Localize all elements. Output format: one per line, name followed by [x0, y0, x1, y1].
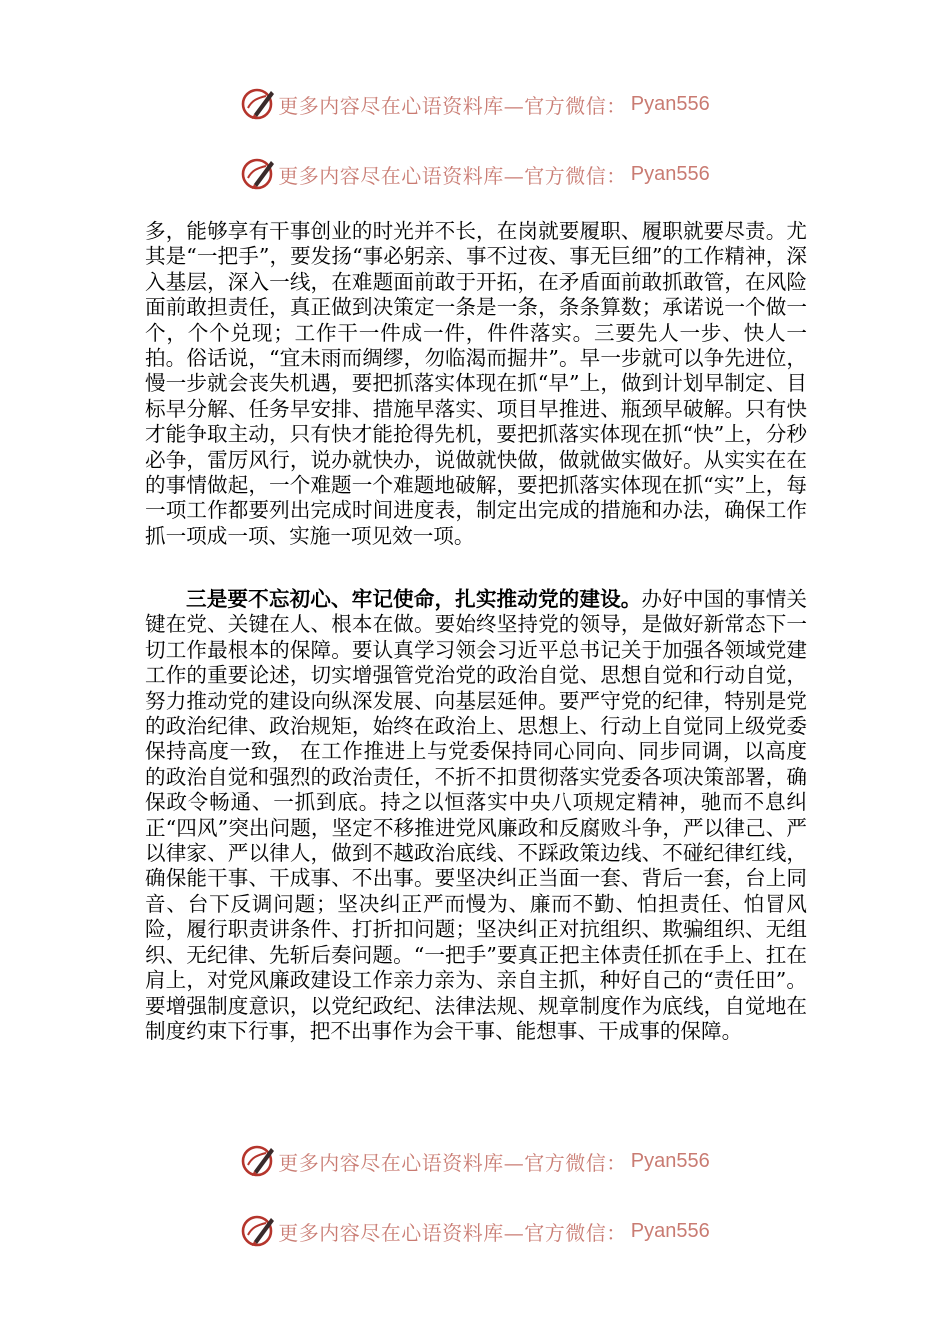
watermark-text: 更多内容尽在心语资料库—官方微信：: [278, 1220, 627, 1245]
watermark-top-2: [0, 154, 950, 194]
pen-logo-icon: [240, 156, 276, 192]
document-paragraph-1: 多，能够享有干事创业的时光并不长，在岗就要履职、履职就要尽责。尤其是“一把手”，要发扬“事必躬亲、事不过夜、事无巨细”的工作精神，深入基层，深入一线，在难题面前敢于开拓，在矛盾面前敢抓敢管，在风险面前敢担责任，真正做到决策定一条是一条，条条算数；承诺说一个做一个，个个兑现；工作干一件成一件，件件落实。三要先人一步、快人一拍。俗话说，“宜未雨而绸缪，勿临渴而掘井”。早一步就可以争先进位，慢一步就会丧失机遇，要把抓落实体现在抓“早”上，做到计划早制定、目标早分解、任务早安排、措施早落实、项目早推进、瓶颈早破解。只有快才能争取主动，只有快才能抢得先机，要把抓落实体现在抓“快”上，分秒必争，雷厉风行，说办就快办，说做就快做，做就做实做好。从实实在在的事情做起，一个难题一个难题地破解，要把抓落实体现在抓“实”上，每一项工作都要列出完成时间进度表，制定出完成的措施和办法，确保工作抓一项成一项、实施一项见效一项。: [145, 219, 807, 548]
pen-logo-icon: [240, 86, 276, 122]
watermark-top-1: [0, 84, 950, 124]
watermark-inner: [240, 1213, 709, 1249]
watermark-wechat-id: Pyan556: [630, 1219, 710, 1242]
watermark-wechat-id: Pyan556: [630, 162, 710, 185]
watermark-text: 更多内容尽在心语资料库—官方微信：: [278, 1150, 627, 1175]
pen-logo-icon: [240, 1213, 276, 1249]
watermark-wechat-id: Pyan556: [630, 1149, 710, 1172]
pen-logo-icon: [240, 1143, 276, 1179]
watermark-inner: [240, 156, 709, 192]
watermark-inner: [240, 86, 709, 122]
watermark-bottom-1: [0, 1141, 950, 1181]
watermark-text: 更多内容尽在心语资料库—官方微信：: [278, 163, 627, 188]
watermark-inner: [240, 1143, 709, 1179]
watermark-wechat-id: Pyan556: [630, 92, 710, 115]
paragraph-2-body: 办好中国的事情关键在党、关键在人、根本在做。要始终坚持党的领导，是做好新常态下一切工作最根本的保障。要认真学习领会习近平总书记关于加强各领域党建工作的重要论述，切实增强管党治党的政治自觉、思想自觉和行动自觉，努力推动党的建设向纵深发展、向基层延伸。要严守党的纪律，特别是党的政治纪律、政治规矩，始终在政治上、思想上、行动上自觉同上级党委保持高度一致， 在工作推进上与党委保持同心同向、同步同调，以高度的政治自觉和强烈的政治责任，不折不扣贯彻落实党委各项决策部署，确保政令畅通、一抓到底。持之以恒落实中央八项规定精神，驰而不息纠正“四风”突出问题，坚定不移推进党风廉政和反腐败斗争，严以律己、严以律家、严以律人，做到不越政治底线、不踩政策边线、不碰纪律红线，确保能干事、干成事、不出事。要坚决纠正当面一套、背后一套，台上同音、台下反调问题；坚决纠正严而慢为、廉而不勤、怕担责任、怕冒风险，履行职责讲条件、打折扣问题；坚决纠正对抗组织、欺骗组织、无组织、无纪律、先斩后奏问题。“一把手”要真正把主体责任抓在手上、扛在肩上，对党风廉政建设工作亲力亲为、亲自主抓，种好自己的“责任田”。要增强制度意识，以党纪政纪、法律法规、规章制度作为底线，自觉地在制度约束下行事，把不出事作为会干事、能想事、干成事的保障。: [145, 587, 808, 1043]
paragraph-2-heading: 三是要不忘初心、牢记使命，扎实推动党的建设。: [186, 587, 642, 611]
document-paragraph-2: [145, 587, 807, 1044]
watermark-bottom-2: [0, 1211, 950, 1251]
watermark-text: 更多内容尽在心语资料库—官方微信：: [278, 93, 627, 118]
